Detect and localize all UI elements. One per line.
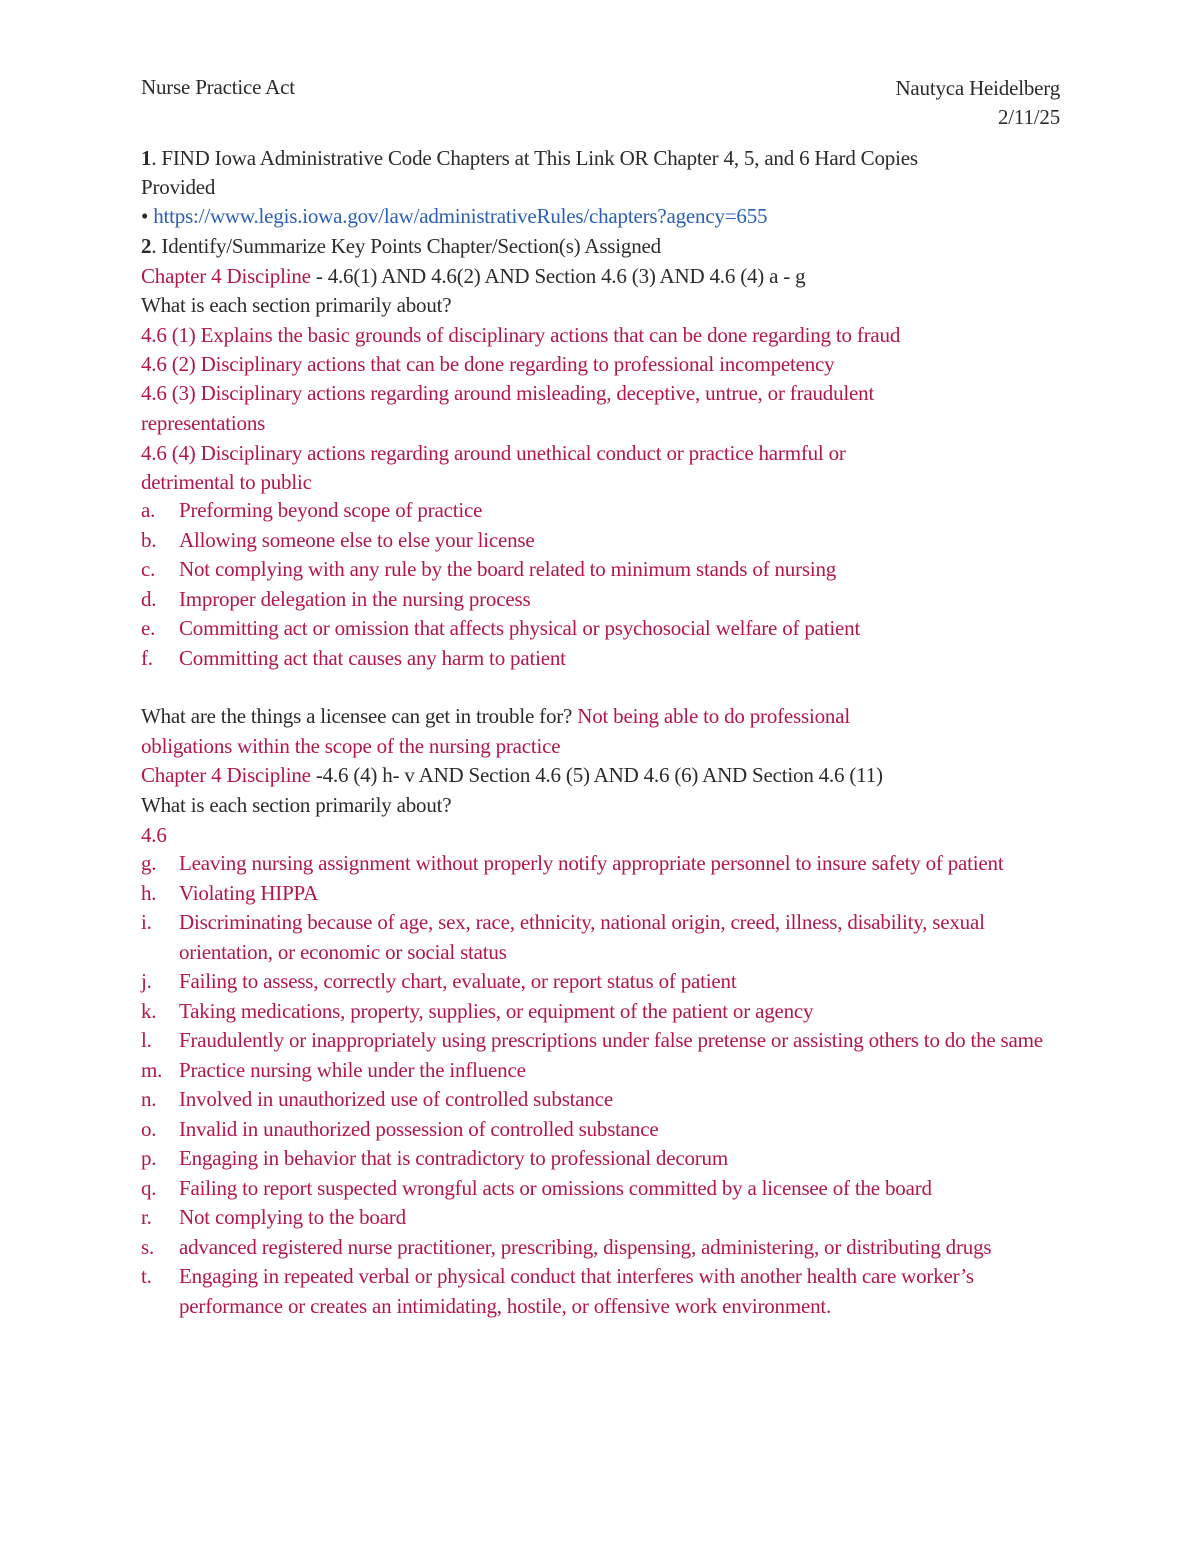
list-item [141,496,1081,526]
list-item-text: Discriminating because of age, sex, race, ethnicity, national origin, creed, illness, disability, sexual orientation, or economic or social status [179,910,985,964]
list-item-marker: d. [141,586,157,611]
list-item [141,1085,1081,1115]
part-2-list [141,849,1081,1321]
list-item-text: Taking medications, property, supplies, or equipment of the patient or agency [179,998,814,1023]
trouble-line [141,703,850,729]
bullet: • [141,204,154,228]
list-item-text: Allowing someone else to else your license [179,527,535,552]
section-4-6-2: 4.6 (2) Disciplinary actions that can be done regarding to professional incompetency [141,352,835,376]
step-2-line [141,233,661,259]
list-item-text: Engaging in repeated verbal or physical conduct that interferes with another health care worker’s performance or creates an intimidating, hostile, or offensive work environment. [179,1264,974,1318]
trouble-question: What are the things a licensee can get in trouble for? [141,704,578,728]
list-item-marker: k. [141,998,157,1023]
list-item-marker: g. [141,851,157,875]
step-2-number: 2 [141,234,152,258]
step-1-line [141,145,918,171]
list-item [141,1262,1081,1321]
list-item [141,1115,1081,1145]
part-2-chapter-line [141,762,883,788]
list-item [141,1056,1081,1086]
list-item-marker: j. [141,969,152,993]
list-item-text: Fraudulently or inappropriately using prescriptions under false pretense or assisting others to do the same [179,1028,1043,1052]
trouble-answer-continuation: obligations within the scope of the nursing practice [141,734,561,758]
part-1-chapter-label: Chapter 4 Discipline [141,264,311,288]
list-item-marker: r. [141,1205,152,1229]
list-item-marker: c. [141,557,156,581]
list-item [141,644,1081,674]
step-1-number: 1 [141,146,152,170]
section-4-6-3-continuation: representations [141,411,266,435]
list-item-text: Violating HIPPA [179,880,319,905]
list-item-text: advanced registered nurse practitioner, prescribing, dispensing, administering, or distributing drugs [179,1234,992,1259]
list-item-text: Committing act that causes any harm to patient [179,645,566,670]
list-item-marker: p. [141,1146,157,1170]
link-line [141,203,767,229]
part-1-chapter-line [141,263,805,289]
list-item-text: Not complying with any rule by the board related to minimum stands of nursing [179,557,837,581]
agency-rules-link[interactable]: https://www.legis.iowa.gov/law/administrativeRules/chapters?agency=655 [153,204,768,228]
list-item-text: Failing to assess, correctly chart, evaluate, or report status of patient [179,969,737,993]
section-4-6-4: 4.6 (4) Disciplinary actions regarding around unethical conduct or practice harmful or [141,441,846,465]
list-item-text: Failing to report suspected wrongful acts or omissions committed by a licensee of the board [179,1175,932,1200]
part-1-chapter-sections: - 4.6(1) AND 4.6(2) AND Section 4.6 (3) AND 4.6 (4) a - g [310,264,806,288]
list-item [141,879,1081,909]
list-item [141,1026,1081,1056]
part-2-section-label: 4.6 [141,823,167,847]
part-2-chapter-label: Chapter 4 Discipline [141,763,311,787]
list-item-text: Practice nursing while under the influence [179,1057,526,1082]
step-1-text: . FIND Iowa Administrative Code Chapters at This Link OR Chapter 4, 5, and 6 Hard Copies [151,146,918,170]
list-item-marker: m. [141,1057,163,1082]
document-title: Nurse Practice Act [141,75,295,99]
list-item-marker: i. [141,910,152,934]
list-item-marker: h. [141,880,157,905]
part-1-question: What is each section primarily about? [141,293,452,317]
list-item [141,526,1081,556]
part-1-list [141,496,1081,673]
section-4-6-1: 4.6 (1) Explains the basic grounds of disciplinary actions that can be done regarding to fraud [141,323,901,347]
list-item-text: Committing act or omission that affects physical or psychosocial welfare of patient [179,616,861,640]
section-4-6-3: 4.6 (3) Disciplinary actions regarding around misleading, deceptive, untrue, or fraudulent [141,381,875,405]
list-item-text: Improper delegation in the nursing process [179,586,531,611]
document-date: 2/11/25 [998,105,1060,129]
step-2-text: . Identify/Summarize Key Points Chapter/Section(s) Assigned [151,234,661,258]
part-2-question: What is each section primarily about? [141,793,452,817]
list-item [141,1203,1081,1233]
list-item [141,1174,1081,1204]
list-item-text: Engaging in behavior that is contradictory to professional decorum [179,1146,728,1170]
step-1-continuation: Provided [141,175,216,199]
list-item-text: Leaving nursing assignment without properly notify appropriate personnel to insure safety of patient [179,851,1004,875]
header-author-block [895,74,1060,132]
part-2-chapter-sections: -4.6 (4) h- v AND Section 4.6 (5) AND 4.6 (6) AND Section 4.6 (11) [310,763,883,787]
list-item-text: Preforming beyond scope of practice [179,498,483,522]
list-item [141,1233,1081,1263]
list-item-text: Involved in unauthorized use of controlled substance [179,1087,613,1111]
list-item-marker: e. [141,616,156,640]
list-item-marker: n. [141,1087,157,1111]
author-name: Nautyca Heidelberg [895,76,1060,100]
list-item [141,908,1081,967]
list-item-marker: o. [141,1116,157,1141]
list-item-text: Invalid in unauthorized possession of controlled substance [179,1116,659,1141]
list-item-marker: q. [141,1175,157,1200]
list-item-marker: a. [141,498,156,522]
list-item-marker: t. [141,1264,152,1288]
list-item [141,967,1081,997]
list-item [141,614,1081,644]
list-item [141,1144,1081,1174]
list-item-text: Not complying to the board [179,1205,406,1229]
list-item-marker: l. [141,1028,152,1052]
list-item [141,585,1081,615]
list-item-marker: s. [141,1234,155,1259]
trouble-answer: Not being able to do professional [577,704,850,728]
list-item [141,849,1081,879]
list-item [141,555,1081,585]
list-item-marker: b. [141,527,157,552]
list-item-marker: f. [141,645,153,670]
list-item [141,997,1081,1027]
section-4-6-4-continuation: detrimental to public [141,470,312,494]
